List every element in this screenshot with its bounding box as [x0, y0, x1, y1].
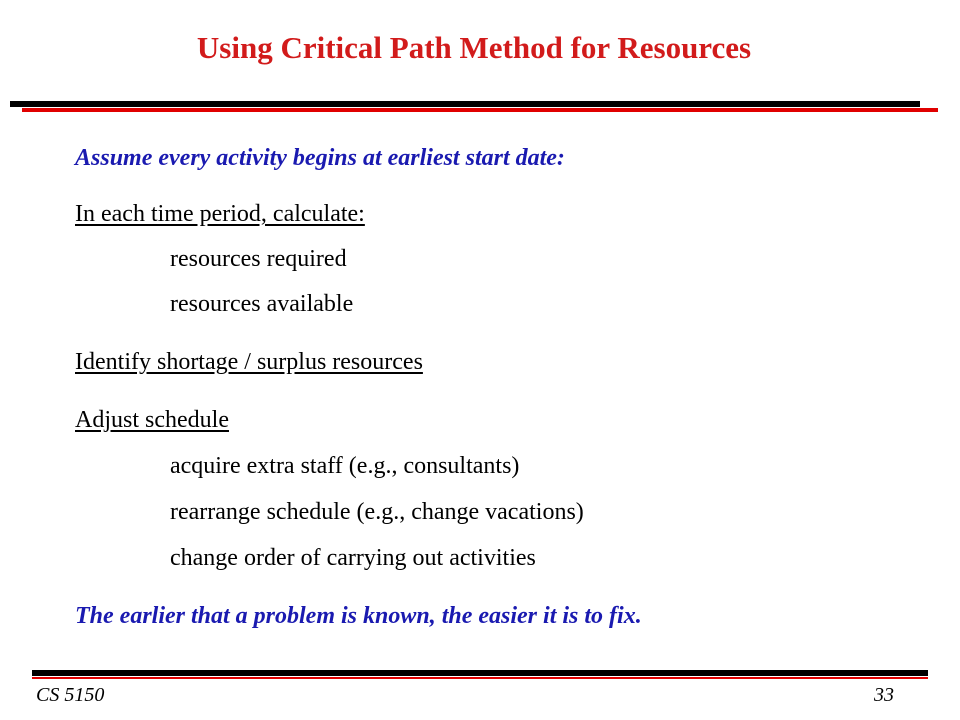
bullet-identify-shortage: Identify shortage / surplus resources	[75, 349, 423, 375]
sub-item-acquire-staff: acquire extra staff (e.g., consultants)	[170, 453, 520, 479]
title-divider-red	[22, 108, 938, 112]
footer-divider-black	[32, 670, 928, 676]
closing-statement: The earlier that a problem is known, the easier it is to fix.	[75, 603, 642, 629]
footer-course: CS 5150	[36, 684, 105, 706]
sub-item-resources-required: resources required	[170, 246, 347, 272]
slide-title: Using Critical Path Method for Resources	[196, 30, 752, 65]
title-divider-black	[10, 101, 920, 107]
intro-statement: Assume every activity begins at earliest start date:	[75, 145, 565, 171]
sub-item-resources-available: resources available	[170, 291, 354, 317]
bullet-calculate-heading: In each time period, calculate:	[75, 201, 365, 227]
sub-item-rearrange-schedule: rearrange schedule (e.g., change vacations)	[170, 499, 584, 525]
footer-page-number: 33	[874, 684, 894, 706]
bullet-adjust-schedule: Adjust schedule	[75, 407, 229, 433]
footer-divider-red	[32, 677, 928, 679]
sub-item-change-order: change order of carrying out activities	[170, 545, 536, 571]
